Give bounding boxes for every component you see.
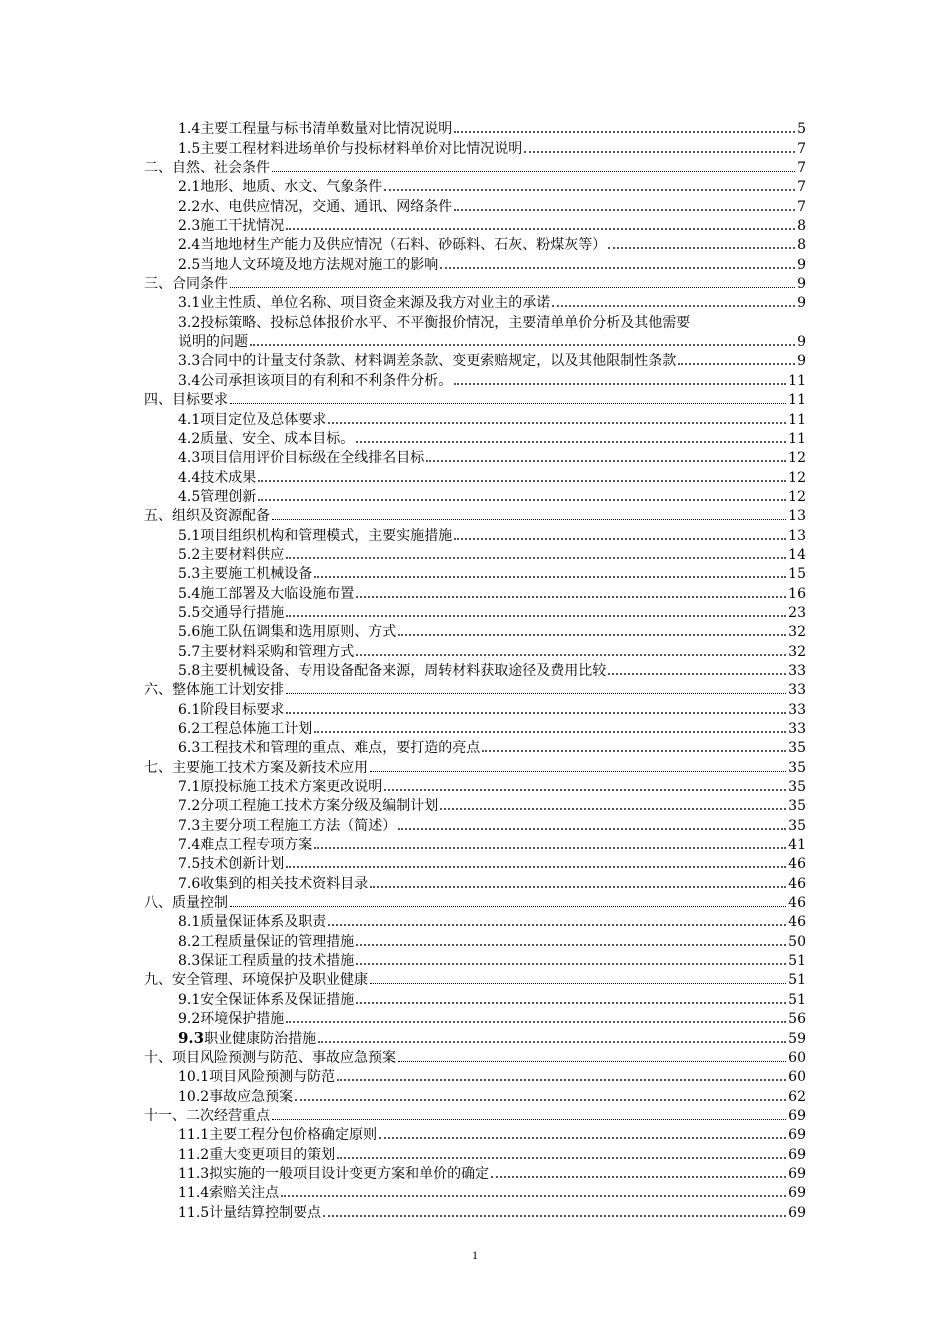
toc-page-number: 69: [788, 1146, 806, 1163]
dot-leader: [454, 131, 795, 133]
toc-page-number: 9: [797, 256, 806, 273]
dot-leader: [440, 267, 795, 269]
dot-leader: [440, 808, 786, 810]
toc-page-number: 46: [788, 895, 806, 912]
dot-leader: [258, 480, 786, 482]
toc-page-number: 12: [788, 488, 806, 505]
toc-entry-title: 3.2投标策略、投标总体报价水平、不平衡报价情况，主要清单单价分析及其他需要: [178, 314, 691, 331]
toc-entry-title: 5.2主要材料供应: [178, 546, 285, 563]
dot-leader: [524, 151, 795, 153]
toc-page-number: 13: [788, 508, 806, 525]
dot-leader: [356, 654, 786, 656]
toc-entry-title: 10.2事故应急预案: [178, 1088, 294, 1105]
toc-entry-title: 6.1阶段目标要求: [178, 701, 285, 718]
dot-leader: [370, 886, 786, 888]
toc-page-number: 8: [797, 218, 806, 235]
toc-entry-title: 5.7主要材料采购和管理方式: [178, 643, 355, 660]
toc-entry-title: 11.4索赔关注点: [178, 1185, 280, 1202]
toc-entry-title: 7.3主要分项工程施工方法（简述）: [178, 817, 397, 834]
toc-entry-title: 4.4技术成果: [178, 469, 257, 486]
toc-page-number: 11: [788, 372, 806, 389]
toc-entry-title: 三、合同条件: [144, 276, 228, 293]
toc-page-number: 14: [788, 546, 806, 563]
toc-section-entry[interactable]: [144, 233, 806, 252]
dot-leader: [491, 1176, 786, 1178]
toc-chapter-entry[interactable]: [144, 1104, 806, 1123]
toc-entry-title: 4.1项目定位及总体要求: [178, 411, 327, 428]
dot-leader: [398, 828, 786, 830]
toc-entry-title: 7.4难点工程专项方案: [178, 837, 313, 854]
toc-page-number: 69: [788, 1185, 806, 1202]
toc-chapter-entry[interactable]: [144, 968, 806, 987]
toc-entry-title: 6.2工程总体施工计划: [178, 721, 313, 737]
toc-entry-title: 11.2重大变更项目的策划: [178, 1146, 336, 1163]
toc-section-entry[interactable]: [144, 910, 806, 929]
dot-leader: [286, 712, 786, 714]
toc-page-number: 60: [788, 1069, 806, 1086]
toc-entry-title: 八、质量控制: [144, 895, 228, 912]
toc-page-number: 62: [788, 1088, 806, 1105]
toc-page-number: 50: [788, 933, 806, 950]
dot-leader: [286, 557, 786, 559]
toc-section-entry[interactable]: [144, 427, 806, 446]
toc-entry-line: [178, 330, 806, 349]
toc-section-entry[interactable]: [144, 214, 806, 233]
toc-chapter-entry[interactable]: [144, 156, 806, 175]
toc-entry-title: 7.6收集到的相关技术资料目录: [178, 875, 369, 892]
toc-section-entry[interactable]: [144, 446, 806, 465]
toc-page-number: 9: [797, 353, 806, 370]
toc-section-entry[interactable]: [144, 1181, 806, 1200]
toc-entry-title: 8.1质量保证体系及职责: [178, 914, 327, 931]
toc-entry-title: 5.6施工队伍调集和选用原则、方式: [178, 624, 397, 641]
toc-page-number: 35: [788, 740, 806, 757]
toc-entry-title-continued: 说明的问题: [178, 334, 248, 351]
toc-page-number: 12: [788, 450, 806, 467]
page-number: 1: [472, 1248, 478, 1262]
dot-leader: [281, 1195, 786, 1197]
toc-page-number: 9: [797, 295, 806, 312]
toc-entry-title: 5.1项目组织机构和管理模式，主要实施措施: [178, 527, 453, 544]
toc-page-number: 5: [797, 121, 806, 138]
toc-entry-title: 2.4当地地材生产能力及供应情况（石料、砂砾料、石灰、粉煤灰等）: [178, 237, 607, 254]
toc-page-number: 33: [788, 662, 806, 679]
toc-section-entry[interactable]: [144, 1200, 806, 1219]
toc-page-number: 32: [788, 643, 806, 660]
toc-page-number: 9: [797, 276, 806, 293]
dot-leader: [356, 596, 786, 598]
dot-leader: [552, 305, 795, 307]
toc-section-entry[interactable]: [144, 697, 806, 716]
toc-entry-title: 3.3合同中的计量支付条款、材料调差条款、变更索赔规定，以及其他限制性条款: [178, 353, 677, 370]
dot-leader: [323, 1215, 786, 1217]
toc-page-number: 35: [788, 798, 806, 815]
dot-leader: [454, 538, 786, 540]
toc-section-entry[interactable]: [144, 194, 806, 213]
table-of-contents: [144, 117, 806, 1220]
toc-section-entry[interactable]: [144, 813, 806, 832]
dot-leader: [295, 1099, 786, 1101]
toc-page-number: 35: [788, 817, 806, 834]
dot-leader: [384, 189, 795, 191]
toc-page-number: 12: [788, 469, 806, 486]
toc-page-number: 51: [788, 972, 806, 989]
toc-entry-title: 4.3项目信用评价目标级在全线排名目标: [178, 450, 425, 467]
toc-page-number: 33: [788, 721, 806, 737]
dot-leader: [318, 1041, 786, 1043]
dot-leader: [258, 499, 786, 501]
toc-section-entry[interactable]: [144, 1026, 806, 1045]
toc-page-number: 56: [788, 1011, 806, 1028]
toc-section-entry[interactable]: [144, 407, 806, 426]
toc-section-entry[interactable]: [144, 136, 806, 155]
toc-entry-title: 7.5技术创新计划: [178, 856, 285, 873]
toc-section-entry[interactable]: [144, 1162, 806, 1181]
toc-section-entry[interactable]: [144, 349, 806, 368]
toc-page-number: 7: [797, 160, 806, 177]
toc-section-entry[interactable]: [144, 1142, 806, 1161]
toc-entry-title: 3.4公司承担该项目的有利和不利条件分析。: [178, 372, 453, 389]
dot-leader: [286, 1021, 786, 1023]
toc-entry-title: 九、安全管理、环境保护及职业健康: [144, 972, 368, 989]
toc-section-entry[interactable]: [144, 871, 806, 890]
toc-page-number: 7: [797, 179, 806, 196]
toc-page-number: 13: [788, 527, 806, 544]
toc-page-number: 9: [797, 334, 806, 351]
dot-leader: [250, 344, 795, 346]
toc-chapter-entry[interactable]: [144, 272, 806, 291]
toc-section-entry[interactable]: [144, 117, 806, 136]
toc-entry-title: 11.3拟实施的一般项目设计变更方案和单价的确定: [178, 1165, 490, 1182]
toc-section-entry[interactable]: [144, 175, 806, 194]
toc-page-number: 33: [788, 682, 806, 699]
dot-leader: [608, 247, 795, 249]
toc-entry-title: 8.2工程质量保证的管理措施: [178, 933, 355, 950]
toc-entry-title: 3.1业主性质、单位名称、项目资金来源及我方对业主的承诺: [178, 295, 551, 312]
toc-page-number: 35: [788, 779, 806, 796]
toc-entry-line: [178, 310, 806, 329]
toc-page-number: 69: [788, 1127, 806, 1144]
toc-entry-title: 2.3施工干扰情况: [178, 218, 285, 235]
toc-entry-title: 6.3工程技术和管理的重点、难点，要打造的亮点: [178, 740, 481, 757]
dot-leader: [398, 1061, 786, 1062]
toc-entry-title: 2.2水、电供应情况，交通、通讯、网络条件: [178, 198, 453, 215]
toc-page-number: 35: [788, 759, 806, 776]
toc-entry-title: 二、自然、社会条件: [144, 160, 270, 177]
toc-chapter-entry[interactable]: [144, 891, 806, 910]
toc-page-number: 8: [797, 237, 806, 254]
toc-section-entry[interactable]: [144, 639, 806, 658]
dot-leader: [286, 866, 786, 868]
dot-leader: [314, 847, 786, 849]
toc-page-number: 15: [788, 566, 806, 583]
toc-page-number: 11: [788, 392, 806, 409]
dot-leader: [356, 1002, 786, 1004]
toc-page-number: 69: [788, 1107, 806, 1124]
toc-chapter-entry[interactable]: [144, 755, 806, 774]
toc-entry-title: 四、目标要求: [144, 392, 228, 409]
dot-leader: [426, 460, 786, 462]
toc-entry-title: 5.5交通导行措施: [178, 604, 285, 621]
toc-entry-title: 9.1安全保证体系及保证措施: [178, 991, 355, 1008]
dot-leader: [286, 693, 786, 694]
toc-entry-title: 1.5主要工程材料进场单价与投标材料单价对比情况说明: [178, 140, 523, 157]
toc-page-number: 32: [788, 624, 806, 641]
toc-section-entry[interactable]: [144, 1123, 806, 1142]
toc-entry-title: 8.3保证工程质量的技术措施: [178, 953, 355, 970]
dot-leader: [328, 924, 786, 926]
toc-section-entry[interactable]: [144, 794, 806, 813]
dot-leader: [328, 422, 786, 424]
dot-leader: [337, 1079, 786, 1081]
toc-entry-title: 7.2分项工程施工技术方案分级及编制计划: [178, 798, 439, 815]
toc-entry-title: 10.1项目风险预测与防范: [178, 1069, 336, 1086]
toc-entry-title: 11.1主要工程分包价格确定原则: [178, 1127, 378, 1144]
toc-section-entry[interactable]: [144, 987, 806, 1006]
toc-section-entry[interactable]: [144, 1007, 806, 1026]
dot-leader: [314, 731, 786, 733]
dot-leader: [286, 615, 786, 617]
toc-entry-title: 7.1原投标施工技术方案更改说明: [178, 779, 383, 796]
toc-entry-title: 十一、二次经营重点: [144, 1107, 270, 1124]
toc-entry-title: 六、整体施工计划安排: [144, 682, 284, 699]
dot-leader: [384, 789, 786, 791]
dot-leader: [454, 383, 786, 385]
toc-page-number: 11: [788, 430, 806, 447]
toc-section-entry[interactable]: [144, 543, 806, 562]
dot-leader: [272, 519, 786, 520]
dot-leader: [356, 441, 786, 443]
toc-entry-title: 5.8主要机械设备、专用设备配备来源，周转材料获取途径及费用比较: [178, 662, 607, 679]
toc-section-entry[interactable]: [144, 601, 806, 620]
toc-page-number: 11: [788, 411, 806, 428]
toc-section-entry[interactable]: [144, 775, 806, 794]
toc-section-entry[interactable]: [144, 929, 806, 948]
dot-leader: [370, 771, 786, 772]
toc-chapter-entry[interactable]: [144, 388, 806, 407]
toc-section-entry[interactable]: [144, 620, 806, 639]
toc-section-entry[interactable]: [144, 465, 806, 484]
dot-leader: [230, 403, 786, 404]
toc-section-entry[interactable]: [144, 833, 806, 852]
toc-section-entry[interactable]: [144, 581, 806, 600]
dot-leader: [379, 1137, 786, 1139]
dot-leader: [398, 634, 786, 636]
toc-section-entry[interactable]: [144, 1084, 806, 1103]
toc-entry-title: [178, 1028, 317, 1047]
toc-page-number: 7: [797, 140, 806, 157]
dot-leader: [356, 944, 786, 946]
toc-entry-title: 5.4施工部署及大临设施布置: [178, 585, 355, 602]
toc-entry-title: 9.2环境保护措施: [178, 1011, 285, 1028]
toc-entry-title: 1.4主要工程量与标书清单数量对比情况说明: [178, 121, 453, 138]
dot-leader: [230, 287, 795, 288]
toc-page-number: 16: [788, 585, 806, 602]
toc-section-entry[interactable]: [144, 523, 806, 542]
dot-leader: [678, 363, 795, 365]
toc-page-number: 46: [788, 856, 806, 873]
toc-chapter-entry[interactable]: [144, 504, 806, 523]
toc-entry-title: 5.3主要施工机械设备: [178, 566, 313, 583]
toc-page-number: 41: [788, 837, 806, 854]
toc-page-number: 7: [797, 198, 806, 215]
toc-page-number: 46: [788, 914, 806, 931]
toc-section-entry[interactable]: [144, 717, 806, 736]
dot-leader: [337, 1157, 786, 1159]
toc-page-number: 33: [788, 701, 806, 718]
toc-section-entry[interactable]: [144, 485, 806, 504]
toc-entry-title: 4.5管理创新: [178, 488, 257, 505]
toc-page-number: 60: [788, 1049, 806, 1066]
toc-page-number: 59: [788, 1030, 806, 1047]
toc-section-entry[interactable]: [144, 368, 806, 387]
dot-leader: [230, 906, 786, 907]
toc-chapter-entry[interactable]: [144, 678, 806, 697]
dot-leader: [370, 983, 786, 984]
toc-section-entry[interactable]: [144, 562, 806, 581]
toc-entry-title: 2.5当地人文环境及地方法规对施工的影响: [178, 256, 439, 273]
dot-leader: [314, 576, 786, 578]
dot-leader: [272, 1119, 786, 1120]
dot-leader: [454, 209, 795, 211]
toc-section-entry[interactable]: [144, 949, 806, 968]
dot-leader: [356, 963, 786, 965]
toc-entry-title: 2.1地形、地质、水文、气象条件: [178, 179, 383, 196]
toc-entry-title: 4.2质量、安全、成本目标。: [178, 430, 355, 447]
toc-section-entry[interactable]: [144, 1065, 806, 1084]
dot-leader: [482, 750, 786, 752]
toc-section-entry[interactable]: [144, 252, 806, 271]
toc-entry-text: 职业健康防治措施: [204, 1030, 317, 1047]
toc-chapter-entry[interactable]: [144, 1046, 806, 1065]
toc-page-number: 23: [788, 604, 806, 621]
toc-entry-title: 五、组织及资源配备: [144, 508, 270, 525]
toc-entry-title: 七、主要施工技术方案及新技术应用: [144, 759, 368, 776]
dot-leader: [272, 171, 795, 172]
toc-page-number: 51: [788, 953, 806, 970]
toc-section-entry[interactable]: [144, 736, 806, 755]
toc-page-number: 69: [788, 1165, 806, 1182]
dot-leader: [286, 228, 795, 230]
toc-entry-title: 十、项目风险预测与防范、事故应急预案: [144, 1049, 396, 1066]
dot-leader: [608, 673, 786, 675]
toc-page-number: 46: [788, 875, 806, 892]
toc-section-entry[interactable]: [144, 291, 806, 310]
toc-section-entry[interactable]: [144, 659, 806, 678]
toc-entry-title: 11.5计量结算控制要点: [178, 1204, 322, 1221]
toc-page-number: 51: [788, 991, 806, 1008]
toc-section-entry[interactable]: [144, 852, 806, 871]
toc-section-entry[interactable]: [144, 310, 806, 349]
toc-entry-number: 9.3: [178, 1028, 205, 1047]
toc-page-number: 69: [788, 1204, 806, 1221]
